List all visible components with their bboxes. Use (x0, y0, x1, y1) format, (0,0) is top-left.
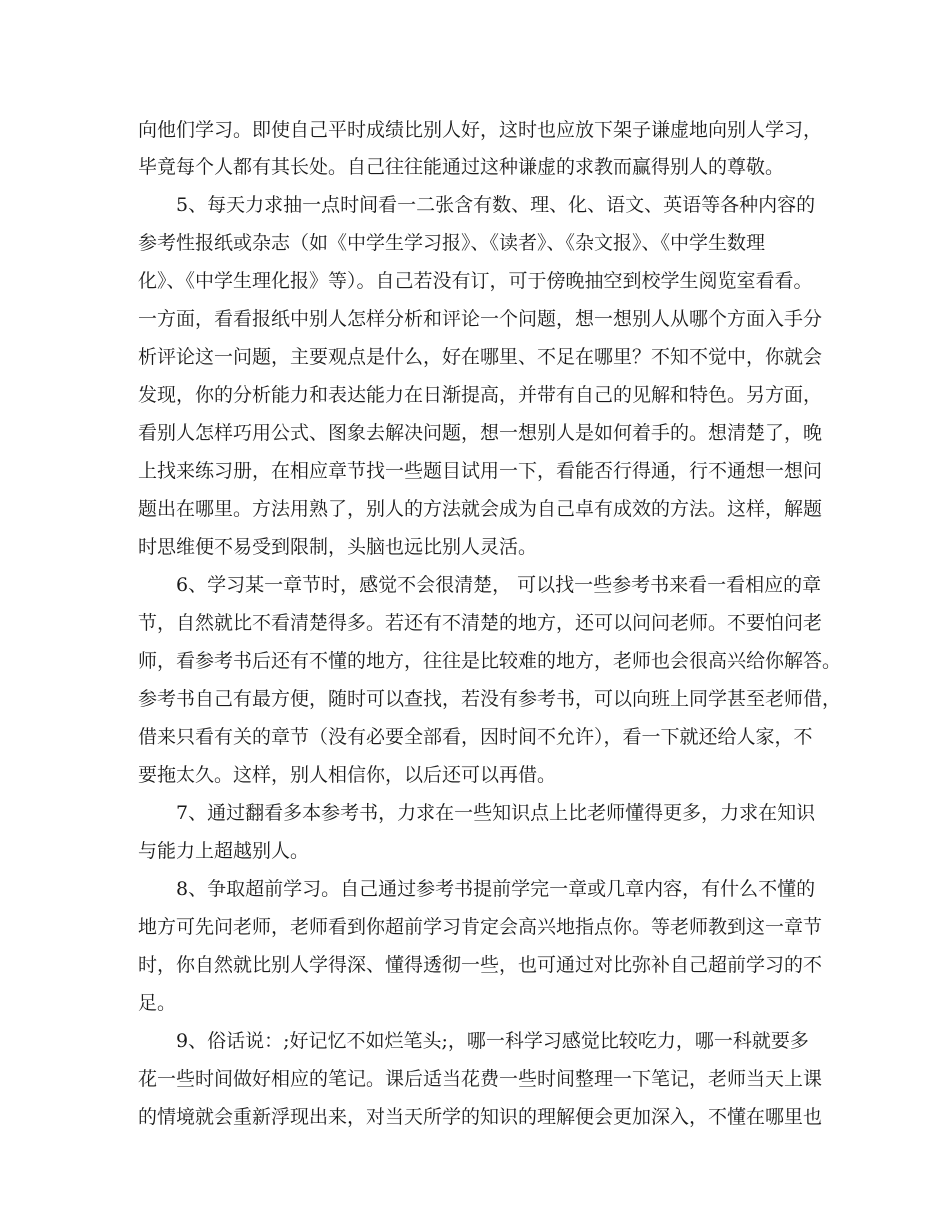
text-line: 题出在哪里。方法用熟了，别人的方法就会成为自己卓有成效的方法。这样，解题 (138, 498, 823, 520)
text-line: 要拖太久。这样，别人相信你，以后还可以再借。 (138, 764, 557, 786)
text-line: 的情境就会重新浮现出来，对当天所学的知识的理解便会更加深入，不懂在哪里也 (138, 1106, 823, 1128)
paragraph-6-start: 6、学习某一章节时，感觉不会很清楚， 可以找一些参考书来看一看相应的章 (176, 574, 822, 596)
text-line: 师，看参考书后还有不懂的地方，往往是比较难的地方，老师也会很高兴给你解答。 (138, 650, 842, 672)
text-line: 时，你自然就比别人学得深、懂得透彻一些，也可通过对比弥补自己超前学习的不 (138, 954, 823, 976)
paragraph-9-start: 9、俗话说：;好记忆不如烂笔头;，哪一科学习感觉比较吃力，哪一科就要多 (176, 1030, 809, 1052)
paragraph-7-start: 7、通过翻看多本参考书，力求在一些知识点上比老师懂得更多，力求在知识 (176, 802, 816, 824)
text-line: 看别人怎样巧用公式、图象去解决问题，想一想别人是如何着手的。想清楚了，晚 (138, 422, 823, 444)
text-line: 一方面，看看报纸中别人怎样分析和评论一个问题，想一想别人从哪个方面入手分 (138, 308, 823, 330)
text-line: 化》、《中学生理化报》等）。自己若没有订，可于傍晚抽空到校学生阅览室看看。 (138, 270, 813, 292)
text-line: 借来只看有关的章节（没有必要全部看，因时间不允许），看一下就还给人家，不 (138, 726, 813, 748)
text-line: 上找来练习册，在相应章节找一些题目试用一下，看能否行得通，行不通想一想问 (138, 460, 823, 482)
text-line: 发现，你的分析能力和表达能力在日渐提高，并带有自己的见解和特色。另方面， (138, 384, 823, 406)
text-line: 时思维便不易受到限制，头脑也远比别人灵活。 (138, 536, 538, 558)
text-line: 地方可先问老师，老师看到你超前学习肯定会高兴地指点你。等老师教到这一章节 (138, 916, 823, 938)
text-line: 参考书自己有最方便，随时可以查找，若没有参考书，可以向班上同学甚至老师借， (138, 688, 842, 710)
paragraph-5-start: 5、每天力求抽一点时间看一二张含有数、理、化、语文、英语等各种内容的 (176, 194, 816, 216)
text-line: 析评论这一问题，主要观点是什么，好在哪里、不足在哪里？不知不觉中，你就会 (138, 346, 823, 368)
text-line: 与能力上超越别人。 (138, 840, 310, 862)
text-line: 参考性报纸或杂志（如《中学生学习报》、《读者》、《杂文报》、《中学生数理 (138, 232, 766, 254)
text-line: 节，自然就比不看清楚得多。若还有不清楚的地方，还可以问问老师。不要怕问老 (138, 612, 823, 634)
text-line: 毕竟每个人都有其长处。自己往往能通过这种谦虚的求教而赢得别人的尊敬。 (138, 156, 785, 178)
paragraph-8-start: 8、争取超前学习。自己通过参考书提前学完一章或几章内容，有什么不懂的 (176, 878, 816, 900)
text-line: 向他们学习。即使自己平时成绩比别人好，这时也应放下架子谦虚地向别人学习， (138, 119, 823, 141)
text-line: 花一些时间做好相应的笔记。课后适当花费一些时间整理一下笔记，老师当天上课 (138, 1068, 823, 1090)
text-line: 足。 (138, 992, 177, 1014)
